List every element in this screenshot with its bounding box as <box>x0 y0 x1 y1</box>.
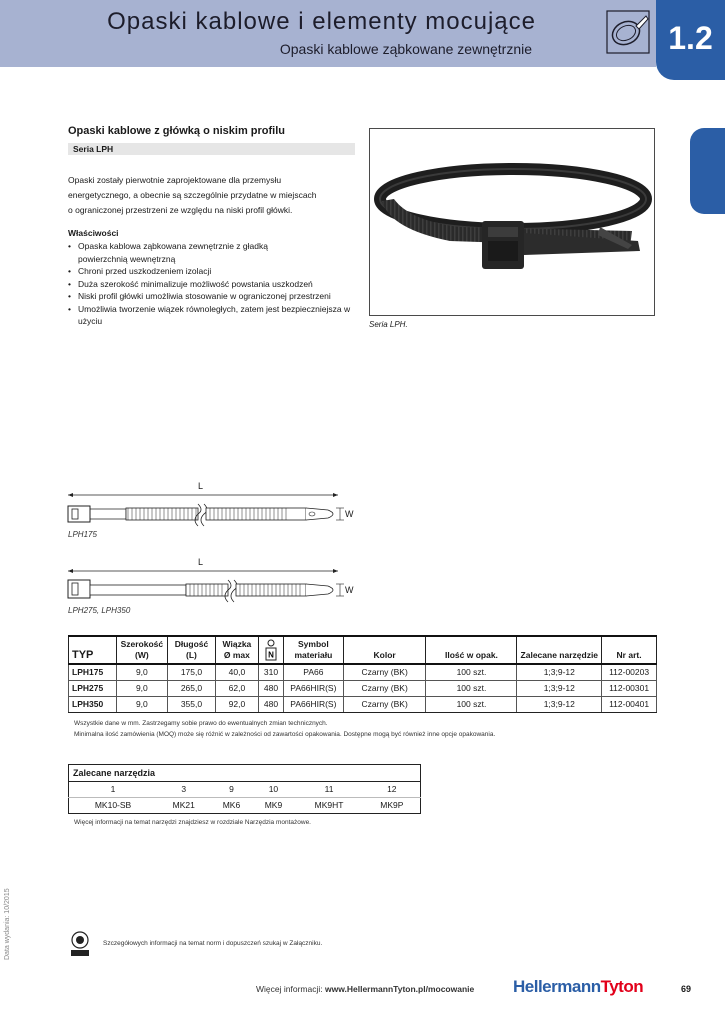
cell-color: Czarny (BK) <box>343 681 426 697</box>
cell-part: 112-00401 <box>602 697 657 713</box>
force-unit: N <box>268 650 274 660</box>
page-number: 69 <box>681 984 692 994</box>
cell-material: PA66HIR(S) <box>283 681 343 697</box>
dimension-width-label: W <box>345 509 354 519</box>
cell-typ: LPH350 <box>69 697 117 713</box>
issue-date: Data wydania: 10/2015 <box>4 888 11 960</box>
tool-number: 9 <box>210 782 252 798</box>
photo-caption: Seria LPH. <box>369 320 408 329</box>
page-title: Opaski kablowe i elementy mocujące <box>107 8 536 35</box>
tools-name-row <box>69 798 421 814</box>
property-item: • Duża szerokość minimalizuje możliwość powstania uszkodzeń <box>68 278 363 291</box>
tools-title: Zalecane narzędzia <box>69 765 421 782</box>
tool-name: MK21 <box>157 798 210 814</box>
tool-number: 11 <box>294 782 363 798</box>
cell-bundle: 92,0 <box>215 697 258 713</box>
intro-line: Opaski zostały pierwotnie zaprojektowane dla przemysłu <box>68 175 282 185</box>
col-width: Szerokość (W) <box>116 636 168 664</box>
cable-tie-photo <box>370 129 655 316</box>
property-item: • Niski profil główki umożliwia stosowanie w ograniczonej przestrzeni <box>68 290 363 303</box>
col-force <box>259 636 284 664</box>
table-row <box>69 664 657 681</box>
cell-bundle: 62,0 <box>215 681 258 697</box>
tools-table <box>68 764 421 814</box>
tool-number: 10 <box>252 782 294 798</box>
cell-tools: 1;3;9-12 <box>517 664 602 681</box>
properties-title: Właściwości <box>68 228 119 238</box>
header-band <box>0 0 656 67</box>
dimension-length-label: L <box>198 557 204 567</box>
property-item: • Opaska kablowa ząbkowana zewnętrznie z gładką powierzchnią wewnętrzną <box>68 240 288 265</box>
property-item: • Umożliwia tworzenie wiązek równoległych, zatem jest bezpieczniejsza w użyciu <box>68 303 363 328</box>
more-info-link[interactable]: www.HellermannTyton.pl/mocowanie <box>324 984 475 994</box>
dimension-length-label: L <box>198 481 204 491</box>
cell-qty: 100 szt. <box>426 664 517 681</box>
tool-name: MK6 <box>210 798 252 814</box>
drawing-lph175 <box>66 490 366 530</box>
brand-part-2: Tyton <box>600 977 644 996</box>
cell-typ: LPH275 <box>69 681 117 697</box>
more-info <box>256 984 474 994</box>
cell-length: 175,0 <box>168 664 216 681</box>
tool-name: MK9 <box>252 798 294 814</box>
series-label: Seria LPH <box>73 144 114 154</box>
cell-qty: 100 szt. <box>426 697 517 713</box>
side-tab-marker <box>690 128 725 214</box>
footnote-data: Wszystkie dane w mm. Zastrzegamy sobie prawo do ewentualnych zmian technicznych. <box>74 720 328 727</box>
tool-number: 12 <box>364 782 421 798</box>
col-color: Kolor <box>343 636 426 664</box>
intro-line: energetycznego, a obecnie są szczególnie przydatne w miejscach <box>68 190 317 200</box>
col-tools: Zalecane narzędzie <box>517 636 602 664</box>
table-row <box>69 697 657 713</box>
cell-force: 480 <box>259 681 284 697</box>
cell-length: 355,0 <box>168 697 216 713</box>
tool-number: 1 <box>69 782 158 798</box>
tool-name: MK9P <box>364 798 421 814</box>
certification-icon <box>69 931 91 957</box>
brand-part-1: Hellermann <box>513 977 601 996</box>
product-intro <box>68 173 358 218</box>
cell-tools: 1;3;9-12 <box>517 697 602 713</box>
product-photo <box>369 128 655 316</box>
cell-width: 9,0 <box>116 664 168 681</box>
spec-header-row <box>69 636 657 664</box>
col-typ: TYP <box>69 636 117 664</box>
dimension-width-label: W <box>345 585 354 595</box>
property-item: • Chroni przed uszkodzeniem izolacji <box>68 265 363 278</box>
cell-width: 9,0 <box>116 697 168 713</box>
cell-color: Czarny (BK) <box>343 697 426 713</box>
brand-logo <box>513 977 643 997</box>
tools-number-row <box>69 782 421 798</box>
cable-tie-icon <box>606 10 650 54</box>
intro-line: o ograniczonej przestrzeni ze względu na niski profil główki. <box>68 205 293 215</box>
cell-part: 112-00301 <box>602 681 657 697</box>
cell-length: 265,0 <box>168 681 216 697</box>
col-length: Długość (L) <box>168 636 216 664</box>
cell-qty: 100 szt. <box>426 681 517 697</box>
cell-tools: 1;3;9-12 <box>517 681 602 697</box>
tool-name: MK10-SB <box>69 798 158 814</box>
tools-note: Więcej informacji na temat narzędzi znajdziesz w rozdziale Narzędzia montażowe. <box>74 819 311 826</box>
col-qty: Ilość w opak. <box>426 636 517 664</box>
col-bundle: Wiązka Ø max <box>215 636 258 664</box>
cell-force: 480 <box>259 697 284 713</box>
properties-list <box>68 240 363 328</box>
cell-part: 112-00203 <box>602 664 657 681</box>
tool-name: MK9HT <box>294 798 363 814</box>
cell-color: Czarny (BK) <box>343 664 426 681</box>
drawing-caption-1: LPH175 <box>68 530 97 539</box>
spec-table <box>68 635 657 713</box>
drawing-caption-2: LPH275, LPH350 <box>68 606 131 615</box>
more-info-label: Więcej informacji: <box>256 984 323 994</box>
cell-material: PA66HIR(S) <box>283 697 343 713</box>
col-material: Symbol materiału <box>283 636 343 664</box>
cell-force: 310 <box>259 664 284 681</box>
section-number: 1.2 <box>668 20 713 56</box>
col-part: Nr art. <box>602 636 657 664</box>
cell-material: PA66 <box>283 664 343 681</box>
tool-number: 3 <box>157 782 210 798</box>
certification-note: Szczegółowych informacji na temat norm i dopuszczeń szukaj w Załączniku. <box>103 940 323 947</box>
cell-typ: LPH175 <box>69 664 117 681</box>
page-subtitle: Opaski kablowe ząbkowane zewnętrznie <box>279 41 532 57</box>
series-bar <box>68 143 355 155</box>
footnote-moq: Minimalna ilość zamówienia (MOQ) może się różnić w zależności od zawartości opakowania. Dostępne mogą być również inne opcje opakowania. <box>74 731 496 738</box>
cell-bundle: 40,0 <box>215 664 258 681</box>
table-row <box>69 681 657 697</box>
cell-width: 9,0 <box>116 681 168 697</box>
product-title: Opaski kablowe z główką o niskim profilu <box>68 125 285 137</box>
drawing-lph275-lph350 <box>66 566 366 606</box>
tensile-force-icon <box>264 639 278 661</box>
section-number-box <box>656 0 725 80</box>
